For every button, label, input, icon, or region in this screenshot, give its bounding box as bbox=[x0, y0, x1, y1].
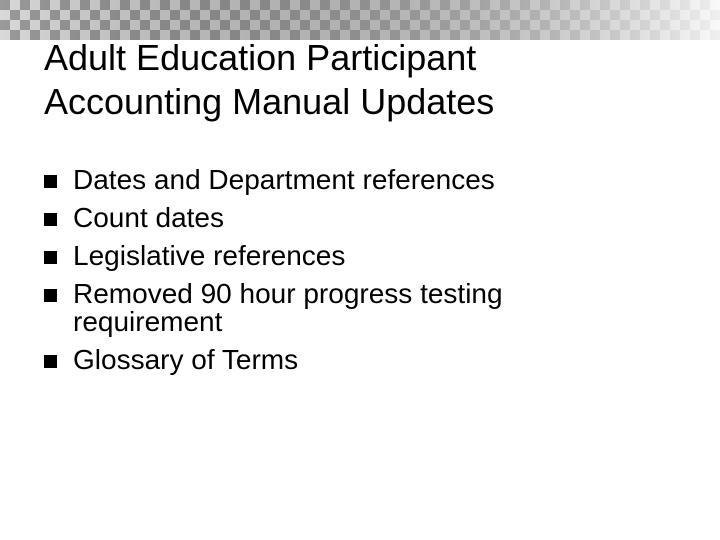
bullet-line: Glossary of Terms bbox=[73, 344, 299, 375]
bullet-text bbox=[73, 346, 664, 374]
square-bullet-icon bbox=[44, 289, 57, 302]
bullet-text bbox=[73, 204, 664, 232]
bullet-item bbox=[44, 204, 664, 232]
bullet-line: Legislative references bbox=[73, 240, 346, 271]
square-bullet-icon bbox=[44, 355, 57, 368]
square-bullet-icon bbox=[44, 251, 57, 264]
slide-title-line-2: Accounting Manual Updates bbox=[44, 81, 495, 122]
bullet-line: Removed 90 hour progress testing bbox=[73, 278, 503, 309]
bullet-text bbox=[73, 242, 664, 270]
bullet-item bbox=[44, 242, 664, 270]
bullet-line: Count dates bbox=[73, 202, 224, 233]
bullet-line: requirement bbox=[73, 306, 223, 337]
bullet-line: Dates and Department references bbox=[73, 164, 495, 195]
decorative-checker-band bbox=[0, 0, 720, 40]
bullet-item bbox=[44, 346, 664, 374]
bullet-text bbox=[73, 280, 664, 336]
square-bullet-icon bbox=[44, 175, 57, 188]
square-bullet-icon bbox=[44, 213, 57, 226]
bullet-list bbox=[44, 166, 664, 384]
slide-title-line-1: Adult Education Participant bbox=[44, 37, 477, 78]
bullet-item bbox=[44, 280, 664, 336]
bullet-text bbox=[73, 166, 664, 194]
slide-title bbox=[44, 36, 684, 124]
bullet-item bbox=[44, 166, 664, 194]
